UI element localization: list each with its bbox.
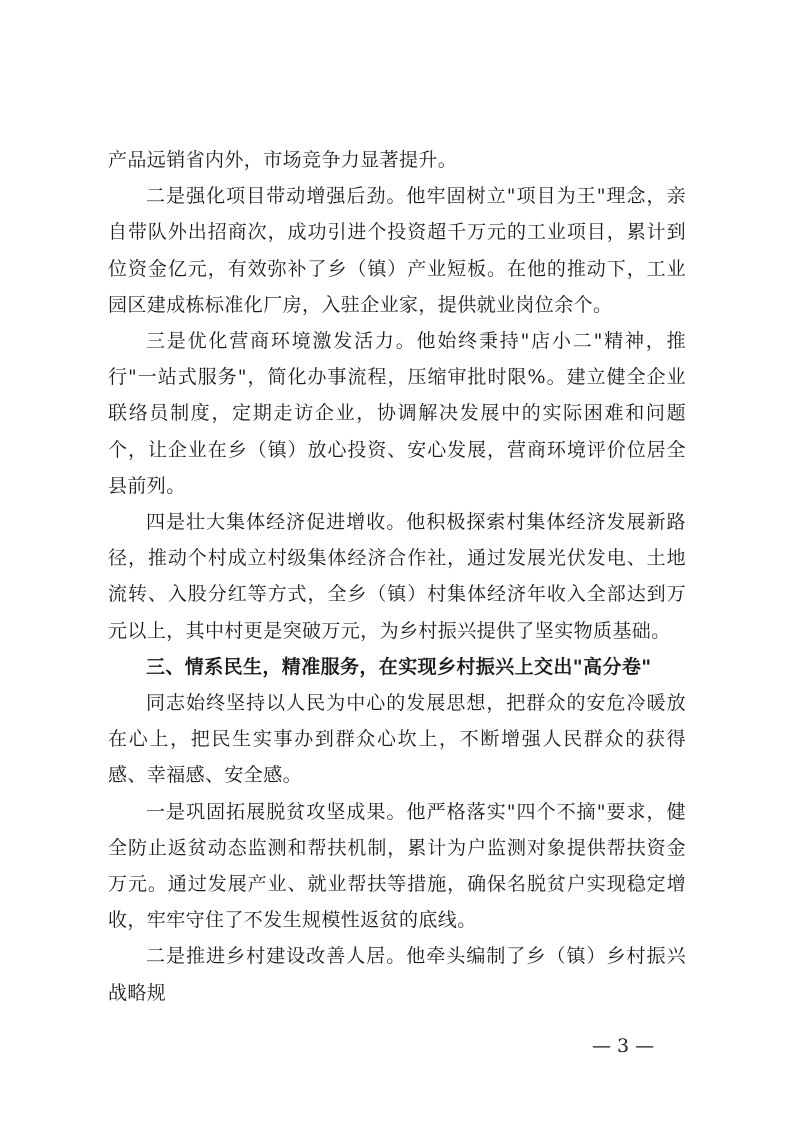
paragraph-poverty-alleviation: 一是巩固拓展脱贫攻坚成果。他严格落实"四个不摘"要求，健全防止返贫动态监测和帮扶机制，累计为户监测对象提供帮扶资金万元。通过发展产业、就业帮扶等措施，确保名脱贫户实现稳定增收，牢牢守住了不发生规模性返贫的底线。 — [108, 800, 686, 932]
section-heading-three: 三、情系民生，精准服务，在实现乡村振兴上交出"高分卷" — [146, 655, 652, 678]
paragraph-rural-construction: 二是推进乡村建设改善人居。他牵头编制了乡（镇）乡村振兴战略规 — [108, 945, 686, 1004]
paragraph-project-driven: 二是强化项目带动增强后劲。他牢固树立"项目为王"理念，亲自带队外出招商次，成功引进个投资超千万元的工业项目，累计到位资金亿元，有效弥补了乡（镇）产业短板。在他的推动下，工业园区建成栋标准化厂房，入驻企业家，提供就业岗位余个。 — [108, 185, 686, 316]
document-body — [108, 142, 686, 1011]
page-number: — 3 — — [592, 1035, 655, 1057]
paragraph-continuation: 产品远销省内外，市场竞争力显著提升。 — [108, 149, 458, 171]
paragraph-business-environment: 三是优化营商环境激发活力。他始终秉持"店小二"精神，推行"一站式服务"，简化办事流程，压缩审批时限%。建立健全企业联络员制度，定期走访企业，协调解决发展中的实际困难和问题个，让企业在乡（镇）放心投资、安心发展，营商环境评价位居全县前列。 — [108, 330, 686, 497]
paragraph-people-centered: 同志始终坚持以人民为中心的发展思想，把群众的安危冷暖放在心上，把民生实事办到群众心坎上，不断增强人民群众的获得感、幸福感、安全感。 — [108, 692, 686, 787]
paragraph-collective-economy: 四是壮大集体经济促进增收。他积极探索村集体经济发展新路径，推动个村成立村级集体经济合作社，通过发展光伏发电、土地流转、入股分红等方式，全乡（镇）村集体经济年收入全部达到万元以上，其中村更是突破万元，为乡村振兴提供了坚实物质基础。 — [108, 511, 686, 642]
